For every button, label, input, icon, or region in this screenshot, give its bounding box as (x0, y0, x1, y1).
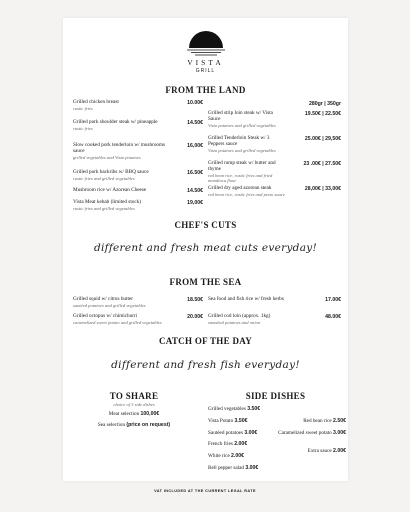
menu-item-desc: rustic fries and grilled vegetables (73, 175, 135, 181)
chefs-cuts-script: different and fresh meat cuts everyday! (93, 242, 318, 254)
price-row-name: Caramelized sweet potato (278, 430, 332, 436)
price-row (268, 418, 346, 424)
price-row-price: 3.00€ (333, 430, 346, 436)
price-row-name: Extra sauce (307, 448, 332, 454)
menu-item-desc: Vista potatoes and grilled vegetables (208, 147, 276, 153)
land-right-header: 280gr | 350gr (308, 101, 341, 107)
menu-item (73, 170, 168, 181)
price-row-name: Meat selection (108, 411, 140, 417)
menu-item-name: Grilled rump steak w/ butter and thyme (208, 160, 276, 172)
price-row-name: Grilled vegetables (208, 406, 246, 412)
menu-item-desc: smashed potatoes and onion (208, 319, 261, 325)
price-row-price: 3.00€ (244, 430, 258, 436)
heading-catch-of-the-day: CATCH OF THE DAY (158, 336, 253, 346)
price-row (268, 430, 346, 436)
menu-item-desc: caramelized sweet potato and grilled vegetables (73, 319, 162, 325)
menu-item-price: 16,00€ (187, 143, 203, 149)
price-row-name: White rice (208, 453, 230, 459)
price-row-name: Vista Potato (208, 418, 234, 424)
price-row-name: Sautéed potatoes (208, 430, 244, 436)
menu-item (73, 188, 168, 194)
menu-item-desc: rustic fries (73, 105, 93, 111)
heading-chefs-cuts: CHEF'S CUTS (174, 220, 237, 230)
menu-item-desc: rustic fries (73, 125, 93, 131)
menu-item (73, 297, 178, 308)
menu-item-name: Grilled chicken breast (73, 99, 119, 105)
menu-item (73, 120, 168, 131)
menu-item-desc: sautéed potatoes and grilled vegetables (73, 302, 146, 308)
menu-item-name: Grilled squid w/ citrus butter (73, 296, 133, 302)
price-row-price: 2.00€ (333, 448, 346, 454)
menu-item-name: Grilled pork shoulder steak w/ pineapple (73, 119, 158, 125)
menu-item-price: 48.00€ (325, 314, 341, 320)
price-row (63, 411, 205, 417)
heading-to-share: TO SHARE (109, 391, 159, 401)
price-row-price: (price on request) (126, 422, 171, 428)
menu-item (208, 186, 286, 197)
menu-item-desc: rustic fries and grilled vegetables (73, 205, 135, 211)
menu-item-price: 20.00€ (187, 314, 203, 320)
menu-item-price: 19.50€ | 22.50€ (304, 111, 341, 117)
price-row-price: 2.00€ (231, 453, 245, 459)
price-row-name: Sea selection (97, 422, 126, 428)
price-row (208, 441, 298, 447)
menu-item-name: Sea food and fish rice w/ fresh herbs (208, 296, 284, 302)
brand-name: VISTA (187, 58, 224, 67)
heading-side-dishes: SIDE DISHES (245, 391, 306, 401)
menu-item-price: 17.00€ (325, 297, 341, 303)
menu-item-price: 19,00€ (187, 200, 203, 206)
menu-item-desc: grilled vegetables and Vista potatoes (73, 154, 141, 160)
menu-item (208, 297, 293, 303)
price-row-name: French fries (208, 441, 233, 447)
menu-item (208, 136, 286, 153)
price-row (63, 422, 205, 428)
menu-item-price: 14.50€ (187, 120, 203, 126)
menu-item (73, 314, 178, 325)
menu-item-name: Slow cooked pork tenderloin w/ mushrooms sauce (73, 142, 166, 154)
menu-item-desc: red bean rice, rustic fries and pesto sauce (208, 191, 285, 197)
price-row-price: 100,00€ (140, 411, 160, 417)
heading-from-the-sea: FROM THE SEA (169, 277, 242, 287)
menu-item-name: Grilled octopus w/ chimichurri (73, 313, 138, 319)
price-row (208, 465, 298, 471)
menu-item (208, 111, 286, 128)
menu-item-price: 16.50€ (187, 170, 203, 176)
menu-item-name: Grilled pork backribs w/ BBQ sauce (73, 169, 149, 175)
price-row-price: 2.50€ (333, 418, 346, 424)
menu-item (208, 314, 293, 325)
menu-item-desc: Vista potatoes and grilled vegetables (208, 122, 276, 128)
price-row (208, 406, 298, 412)
catch-script: different and fresh fish everyday! (111, 359, 300, 371)
brand-sub: GRILL (195, 68, 216, 74)
menu-item-name: Grilled strip loin steak w/ Vista Sauce (208, 110, 273, 122)
menu-item-price: 18.50€ (187, 297, 203, 303)
menu-item-price: 14.50€ (187, 188, 203, 194)
to-share-sub: choice of 3 side dishes (113, 402, 155, 407)
price-row-price: 3.50€ (247, 406, 261, 412)
menu-item-price: 25.00€ | 29,50€ (304, 136, 341, 142)
price-row-name: Bell pepper salad (208, 465, 245, 471)
menu-item-name: Mushroom rice w/ Azorean Cheese (73, 187, 147, 193)
menu-item-price: 28,00€ | 33,00€ (304, 186, 341, 192)
price-row-name: Red bean rice (303, 418, 332, 424)
price-row-price: 3.00€ (245, 465, 259, 471)
menu-card (63, 18, 348, 481)
menu-item-desc: red bean rice, rustic fries and fried mandioca flour (208, 172, 273, 183)
menu-item-price: 10.00€ (187, 100, 203, 106)
menu-item-price: 23 .00€ | 27.50€ (303, 161, 341, 167)
price-row-price: 2.00€ (234, 441, 248, 447)
menu-item-name: Grilled cod loin (approx. 1kg) (208, 313, 271, 319)
menu-item (208, 161, 286, 183)
price-row-price: 3.50€ (234, 418, 248, 424)
menu-item (73, 100, 168, 111)
menu-item (73, 200, 168, 211)
heading-from-the-land: FROM THE LAND (165, 85, 246, 95)
price-row (268, 448, 346, 454)
vat-footer: VAT INCLUDED AT THE CURRENT LEGAL RATE (154, 489, 256, 493)
menu-item-name: Grilled dry aged azorean steak (208, 185, 272, 191)
menu-item-name: Grilled Tenderloin Steak w/ 3 Peppers sauce (208, 135, 270, 147)
menu-item-name: Vista Meat kebab (limited stock) (73, 199, 141, 205)
menu-item (73, 143, 168, 160)
